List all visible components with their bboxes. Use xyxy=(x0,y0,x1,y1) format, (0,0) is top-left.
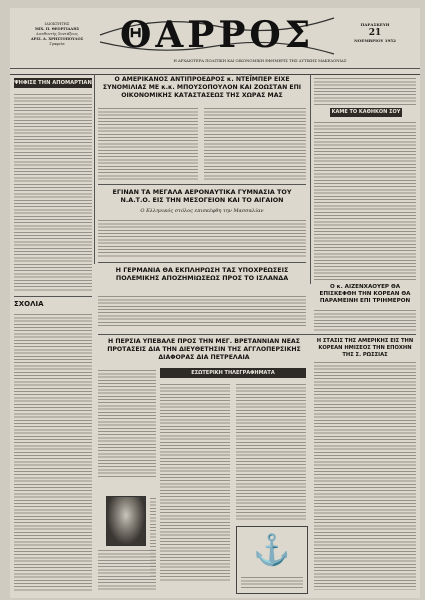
masthead-date-box xyxy=(335,22,415,43)
divider xyxy=(98,262,306,263)
korea-headline: Ο κ. ΑΙΖΕΝΧΑΟΥΕΡ ΘΑ ΕΠΙΣΚΕΦΘΗ ΤΗΝ ΚΟΡΕΑΝ ΘΑ ΠΑΡΑΜΕΙΝΗ ΕΠΙ ΤΡΙΗΜΕΡΟΝ xyxy=(319,284,411,304)
germany-text xyxy=(98,294,306,328)
issue-info-bar xyxy=(10,68,420,75)
persia-headline: Η ΠΕΡΣΙΑ ΥΠΕΒΑΛΕ ΠΡΟΣ ΤΗΝ ΜΕΓ. ΒΡΕΤΑΝΝΙΑΝ ΝΕΑΣ ΠΡΟΤΑΣΕΙΣ ΔΙΑ ΤΗΝ ΔΙΕΥΘΕΤΗΣΙΝ ΤΗΣ ΑΓΓΛΟΠΕΡΣΙΚΗΣ ΔΙΑΦΟΡΑΣ ΔΙΑ ΠΕΤΡΕΛΑΙΑ xyxy=(107,338,301,361)
masthead xyxy=(10,8,420,69)
offices-label: Γραφεία xyxy=(49,42,65,46)
right-col-headline: ΚΑΜΕ ΤΟ ΚΑΘΗΚΟΝ ΣΟΥ xyxy=(331,109,401,115)
korea-text xyxy=(314,308,416,332)
nato-text xyxy=(98,218,306,258)
states-text xyxy=(314,360,416,590)
day-number: 21 xyxy=(368,27,382,38)
weekday: ΠΑΡΑΣΚΕΥΗ xyxy=(360,22,390,27)
right-col-text xyxy=(314,120,416,280)
advertisement-text xyxy=(241,575,303,589)
masthead-subtitle: Η ΑΡΧΑΙΟΤΕΡΑ ΠΟΛΙΤΙΚΗ ΚΑΙ ΟΙΚΟΝΟΜΙΚΗ ΕΦΗΜΕΡΙΣ ΤΗΣ ΔΥΤΙΚΗΣ ΜΑΚΕΔΟΝΙΑΣ xyxy=(173,58,347,63)
telegram-text-right xyxy=(236,382,306,522)
advertisement-box xyxy=(236,526,308,594)
telegram-text-left xyxy=(160,382,230,582)
nato-headline: ΕΓΙΝΑΝ ΤΑ ΜΕΓΑΛΑ ΑΕΡΟΝΑΥΤΙΚΑ ΓΥΜΝΑΣΙΑ ΤΟΥ Ν.Α.Τ.Ο. ΕΙΣ ΤΗΝ ΜΕΣΟΓΕΙΟΝ ΚΑΙ ΤΟ ΑΙΓΑΙΟΝ xyxy=(112,188,292,204)
divider xyxy=(98,334,416,335)
right-col-intro-text xyxy=(314,76,416,106)
germany-headline: Η ΓΕΡΜΑΝΙΑ ΘΑ ΕΚΠΛΗΡΩΣΗ ΤΑΣ ΥΠΟΧΡΕΩΣΕΙΣ ΠΟΛΕΜΙΚΗΣ ΑΠΟΖΗΜΙΩΣΕΩΣ ΠΡΟΣ ΤΟ ΙΣΛΑΝΔΑ xyxy=(115,266,289,282)
month-year: ΝΟΕΜΒΡΙΟΥ 1952 xyxy=(354,37,396,43)
telegram-box-heading: ΕΣΩΤΕΡΙΚΗ ΤΗΛΕΓΡΑΦΗΜΑΤΑ xyxy=(160,368,306,378)
newspaper-page xyxy=(10,8,420,598)
column-rule xyxy=(310,74,311,284)
anchor-icon: ⚓ xyxy=(253,533,291,568)
editor-name: ΑΡΙΣ. Α. ΧΡΗΣΤΟΠΟΥΛΟΣ xyxy=(30,37,84,41)
col1-headline: ΨΗΦΙΣΕ ΤΗΝ ΑΠΟΜΑΡΤΙΑΝ xyxy=(14,80,92,86)
editor-label: Διευθυντής Συντάξεως xyxy=(36,32,78,36)
newspaper-title: ΘΑΡΡΟΣ xyxy=(120,14,315,56)
states-headline: Η ΣΤΑΣΙΣ ΤΗΣ ΑΜΕΡΙΚΗΣ ΕΙΣ ΤΗΝ ΚΟΡΕΑΝ ΗΜΙΣΕΟΣ ΤΗΝ ΕΠΟΧΗΝ ΤΗΣ Σ. ΡΩΣΣΙΑΣ xyxy=(316,338,414,358)
divider xyxy=(14,296,92,297)
owner-label: ΙΔΙΟΚΤΗΤΗΣ xyxy=(44,22,70,26)
scholia-heading: ΣΧΟΛΙΑ xyxy=(14,300,44,308)
col1-text-block xyxy=(14,92,92,292)
main-text-right xyxy=(204,106,306,180)
lower-left-text xyxy=(98,548,156,592)
persia-text-left xyxy=(98,368,156,478)
nato-subheadline: Ο Ελληνικός στόλος επισκέφθη την Μασσαλίαν xyxy=(140,208,264,214)
scholia-text xyxy=(14,312,92,592)
main-text-left xyxy=(98,106,198,180)
owner-name: ΜΙΧ. Π. ΘΕΟΡΓΙΑΔΗΣ xyxy=(34,27,80,31)
divider xyxy=(98,184,306,185)
masthead-owner-box xyxy=(16,22,98,47)
column-rule xyxy=(94,74,95,264)
main-headline: Ο ΑΜΕΡΙΚΑΝΟΣ ΑΝΤΙΠΡΟΕΔΡΟΣ κ. ΝΤΕΪΜΠΕΡ ΕΙΧΕ ΣΥΝΟΜΙΛΙΑΣ ΜΕ κ.κ. ΜΠΟΥΣΟΠΟΥΛΟΝ ΚΑΙ ΖΟΩΣΤΑΝ ΕΠΙ ΟΙΚΟΝΟΜΙΚΗΣ ΚΑΤΑΣΤΑΣΕΩΣ ΤΗΣ ΧΩΡΑΣ ΜΑΣ xyxy=(102,76,302,99)
portrait-photo xyxy=(106,496,146,546)
